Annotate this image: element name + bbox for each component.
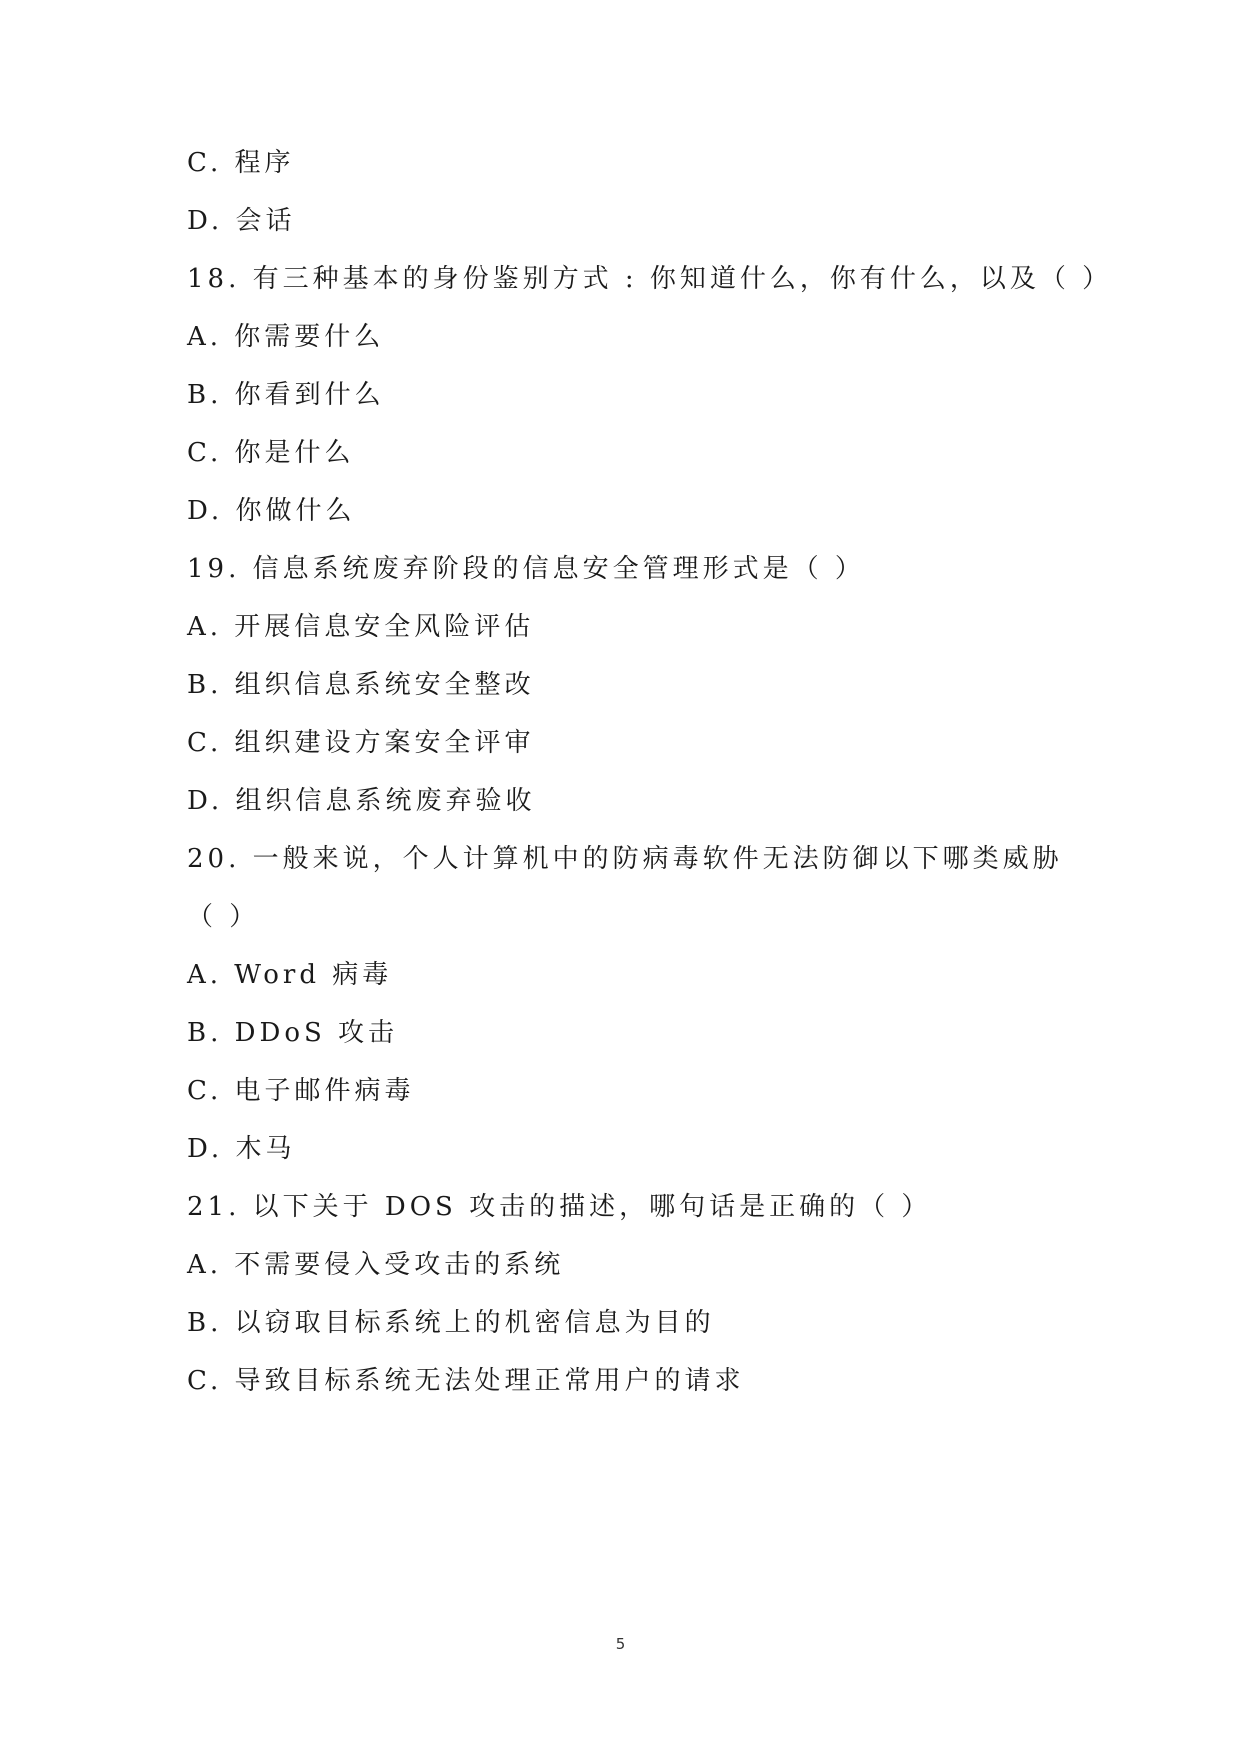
q18-question: 18. 有三种基本的身份鉴别方式 : 你知道什么，你有什么，以及（ ） bbox=[187, 264, 1113, 294]
q21-option-b: B. 以窃取目标系统上的机密信息为目的 bbox=[187, 1308, 715, 1338]
q21-option-a: A. 不需要侵入受攻击的系统 bbox=[187, 1250, 565, 1280]
q19-option-a: A. 开展信息安全风险评估 bbox=[187, 612, 535, 642]
q17-option-d: D. 会话 bbox=[187, 206, 296, 236]
q17-option-c: C. 程序 bbox=[187, 148, 295, 178]
q20-question-continued: （ ） bbox=[187, 902, 260, 932]
q18-option-d: D. 你做什么 bbox=[187, 496, 356, 526]
q18-option-b: B. 你看到什么 bbox=[187, 380, 385, 410]
q19-option-b: B. 组织信息系统安全整改 bbox=[187, 670, 535, 700]
q19-option-c: C. 组织建设方案安全评审 bbox=[187, 728, 535, 758]
q20-option-c: C. 电子邮件病毒 bbox=[187, 1076, 415, 1106]
q19-option-d: D. 组织信息系统废弃验收 bbox=[187, 786, 536, 816]
q20-option-b: B. DDoS 攻击 bbox=[187, 1018, 399, 1048]
page-number: 5 bbox=[615, 1635, 626, 1653]
q19-question: 19. 信息系统废弃阶段的信息安全管理形式是（ ） bbox=[187, 554, 865, 584]
q18-option-c: C. 你是什么 bbox=[187, 438, 355, 468]
q20-question: 20. 一般来说，个人计算机中的防病毒软件无法防御以下哪类威胁 bbox=[187, 844, 1063, 874]
q20-option-a: A. Word 病毒 bbox=[187, 960, 393, 990]
q18-option-a: A. 你需要什么 bbox=[187, 322, 385, 352]
q20-option-d: D. 木马 bbox=[187, 1134, 296, 1164]
q21-question: 21. 以下关于 DOS 攻击的描述，哪句话是正确的（ ） bbox=[187, 1192, 932, 1222]
q21-option-c: C. 导致目标系统无法处理正常用户的请求 bbox=[187, 1366, 745, 1396]
